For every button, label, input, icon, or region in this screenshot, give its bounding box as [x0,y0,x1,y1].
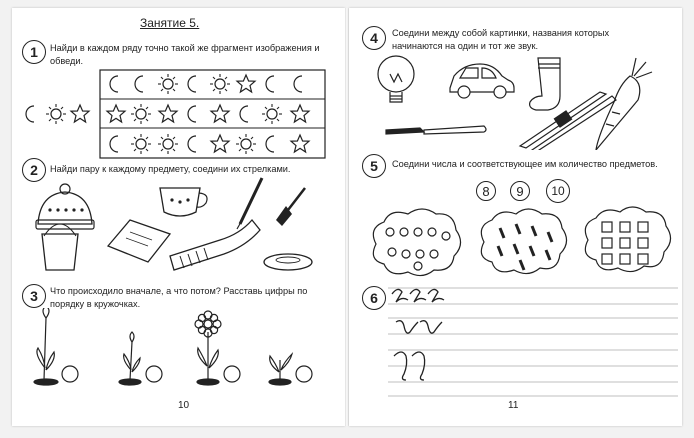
object-pairs-illustration [30,176,335,278]
cherries-group [386,228,450,270]
page-number-left: 10 [178,400,190,411]
carrot-icon [596,58,652,150]
task-5-text: Соедини числа и соответствующее им количество предметов. [392,159,658,169]
counting-clouds-illustration [366,204,676,280]
count-number-8: 8 [476,181,496,201]
shovel-icon [276,188,305,226]
task-number-4: 4 [362,26,386,50]
task-number-3: 3 [22,284,46,308]
light-bulb-icon [378,56,414,102]
bucket-icon [42,224,78,270]
handwriting-practice-lines [388,282,678,400]
task-1-text: Найди в каждом ряду точно такой же фрагмент изображения и обведи. [50,43,320,66]
flower-growth-sequence-illustration [30,308,335,390]
task-number-2: 2 [22,158,46,182]
lesson-title: Занятие 5. [140,16,200,30]
scarf-icon [170,220,260,270]
task-4-text: Соедини между собой картинки, названия которых начинаются на один и тот же звук. [392,28,610,51]
task-3-text: Что происходило вначале, а что потом? Расставь цифры по порядку в кружочках. [50,286,308,309]
same-sound-pictures-illustration [368,52,668,150]
count-number-10: 10 [546,179,570,203]
task-number-5: 5 [362,154,386,178]
pattern-symbols-illustration [20,68,335,160]
task-2-text: Найди пару к каждому предмету, соедини их стрелками. [50,164,291,174]
knife-icon [386,126,486,134]
task-number-6: 6 [362,286,386,310]
crayons-group [498,224,552,270]
car-icon [450,64,514,98]
count-number-9: 9 [510,181,530,201]
sock-icon [530,58,560,110]
saucer-icon [264,254,312,270]
cubes-group [602,222,648,264]
cup-icon [160,188,207,216]
task-number-1: 1 [22,40,46,64]
page-number-right: 11 [508,400,519,411]
knit-hat-icon [36,184,94,229]
skis-icon [520,92,616,150]
pen-icon [237,178,262,229]
notebook-icon [108,220,170,262]
